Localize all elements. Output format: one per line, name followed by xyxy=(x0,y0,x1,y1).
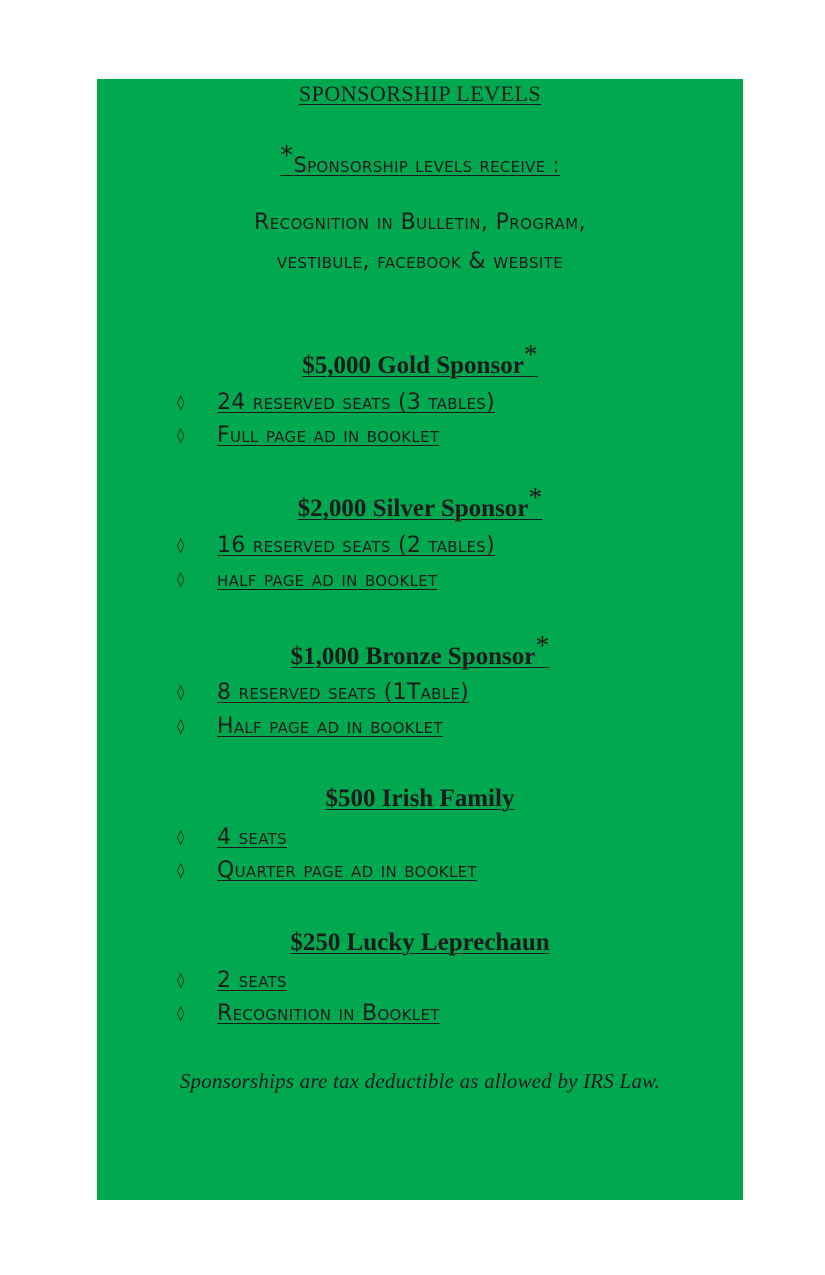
tier-silver-asterisk: * xyxy=(528,483,543,514)
tier-silver-title xyxy=(97,483,743,524)
tier-bronze-title xyxy=(97,631,743,672)
tier-gold-item-2: Full page ad in booklet xyxy=(217,423,440,448)
tier-lucky-leprechaun-name: $250 Lucky Leprechaun xyxy=(290,929,550,956)
tier-gold-title xyxy=(97,340,743,381)
tier-gold-name: $5,000 Gold Sponsor xyxy=(302,352,524,379)
diamond-bullet-icon: ◊ xyxy=(177,536,185,554)
tier-bronze-asterisk: * xyxy=(535,631,550,662)
receive-label xyxy=(97,141,743,179)
receive-star: * xyxy=(280,141,294,171)
diamond-bullet-icon: ◊ xyxy=(177,971,185,989)
diamond-bullet-icon: ◊ xyxy=(177,717,185,735)
tier-lucky-leprechaun-item-1: 2 seats xyxy=(217,968,287,993)
tier-irish-family-item-2: Quarter page ad in booklet xyxy=(217,858,477,883)
tier-silver-item-2: half page ad in booklet xyxy=(217,567,438,592)
recognition-line-1: Recognition in Bulletin, Program, xyxy=(254,210,586,235)
diamond-bullet-icon: ◊ xyxy=(177,861,185,879)
tax-deductible-note: Sponsorships are tax deductible as allowed by IRS Law. xyxy=(179,1069,661,1093)
diamond-bullet-icon: ◊ xyxy=(177,426,185,444)
tier-irish-family-name: $500 Irish Family xyxy=(325,785,515,812)
recognition-line-2: vestibule, facebook & website xyxy=(276,249,564,274)
tier-lucky-leprechaun-title xyxy=(97,929,743,957)
receive-text: Sponsorship levels receive : xyxy=(293,153,560,177)
tier-irish-family-title xyxy=(97,785,743,813)
diamond-bullet-icon: ◊ xyxy=(177,683,185,701)
tier-bronze-name: $1,000 Bronze Sponsor xyxy=(290,643,536,670)
sponsorship-panel xyxy=(97,79,743,1200)
tier-lucky-leprechaun-item-2: Recognition in Booklet xyxy=(217,1001,440,1026)
tier-bronze-item-2: Half page ad in booklet xyxy=(217,714,443,739)
tier-irish-family-item-1: 4 seats xyxy=(217,825,287,850)
diamond-bullet-icon: ◊ xyxy=(177,828,185,846)
tier-silver-item-1: 16 reserved seats (2 tables) xyxy=(217,533,496,558)
tier-gold-asterisk: * xyxy=(523,340,538,371)
diamond-bullet-icon: ◊ xyxy=(177,1004,185,1022)
diamond-bullet-icon: ◊ xyxy=(177,570,185,588)
tier-gold-item-1: 24 reserved seats (3 tables) xyxy=(217,390,496,415)
page-heading: SPONSORSHIP LEVELS xyxy=(298,81,542,106)
tier-silver-name: $2,000 Silver Sponsor xyxy=(297,495,529,522)
tier-bronze-item-1: 8 reserved seats (1Table) xyxy=(217,680,470,705)
diamond-bullet-icon: ◊ xyxy=(177,393,185,411)
